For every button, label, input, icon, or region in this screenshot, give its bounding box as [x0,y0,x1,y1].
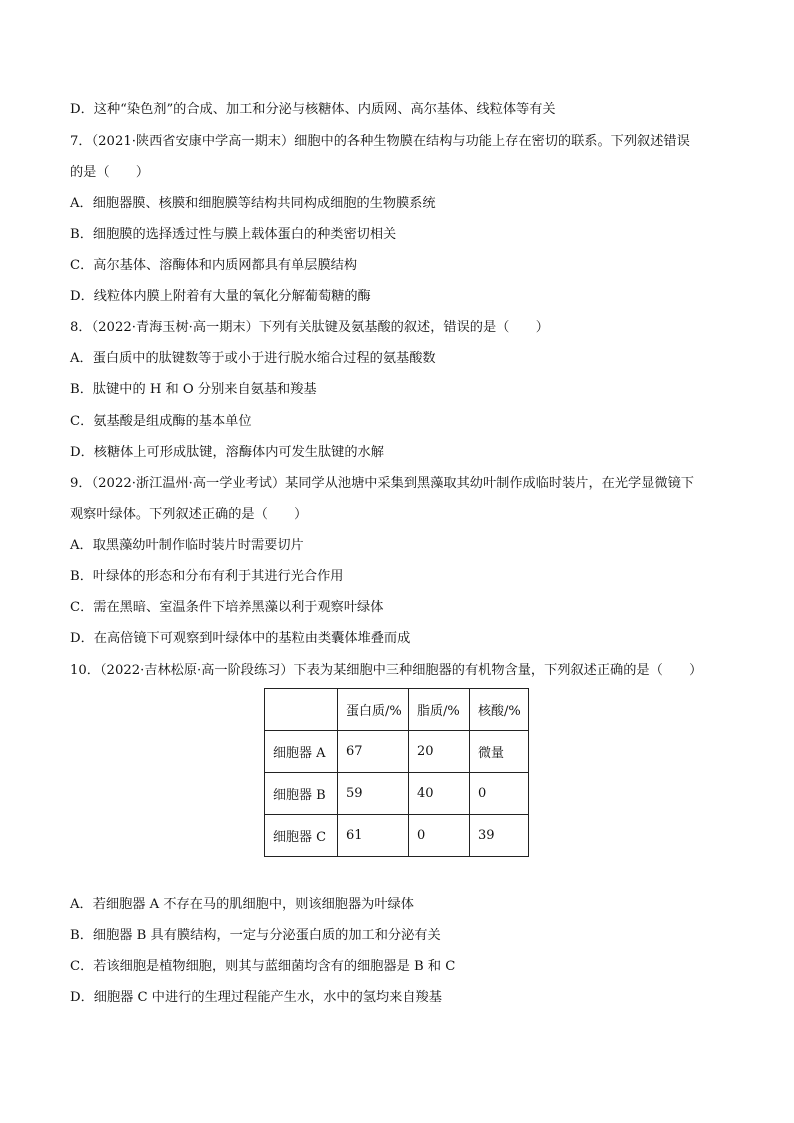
organelle-table [264,688,529,857]
table-cell: 细胞器 C [265,815,338,857]
q7-stem-line2: 的是（ ） [70,165,150,180]
q8-option-c: C．氨基酸是组成酶的基本单位 [70,414,252,429]
table-cell: 39 [470,815,529,857]
table-cell: 61 [338,815,409,857]
table-header-cell: 脂质/% [409,689,470,731]
q8-option-d: D．核糖体上可形成肽键，溶酶体内可发生肽键的水解 [70,445,384,460]
q7-option-d: D．线粒体内膜上附着有大量的氧化分解葡萄糖的酶 [70,289,371,304]
table-cell: 67 [338,731,409,773]
q8-option-a: A．蛋白质中的肽键数等于或小于进行脱水缩合过程的氨基酸数 [70,351,436,366]
q9-stem-line2: 观察叶绿体。下列叙述正确的是（ ） [70,507,308,522]
q9-stem-line1: 9．（2022·浙江温州·高一学业考试）某同学从池塘中采集到黑藻取其幼叶制作成临时装片，在光学显微镜下 [70,476,694,491]
table-cell: 微量 [470,731,529,773]
q10-stem: 10．（2022·吉林松原·高一阶段练习）下表为某细胞中三种细胞器的有机物含量，下列叙述正确的是（ ） [70,663,703,678]
table-header-row [265,689,529,731]
q7-option-a: A．细胞器膜、核膜和细胞膜等结构共同构成细胞的生物膜系统 [70,196,436,211]
table-row [265,773,529,815]
table-header-cell: 蛋白质/% [338,689,409,731]
q10-option-d: D．细胞器 C 中进行的生理过程能产生水，水中的氢均来自羧基 [70,990,442,1005]
table-cell: 细胞器 B [265,773,338,815]
table-cell: 20 [409,731,470,773]
q7-option-b: B．细胞膜的选择透过性与膜上载体蛋白的种类密切相关 [70,227,397,242]
table-cell: 0 [409,815,470,857]
table-header-cell [265,689,338,731]
table-header-cell: 核酸/% [470,689,529,731]
q10-option-c: C．若该细胞是植物细胞，则其与蓝细菌均含有的细胞器是 B 和 C [70,959,456,974]
q8-stem: 8．（2022·青海玉树·高一期末）下列有关肽键及氨基酸的叙述，错误的是（ ） [70,320,549,335]
q7-stem-line1: 7．（2021·陕西省安康中学高一期末）细胞中的各种生物膜在结构与功能上存在密切的联系。下列叙述错误 [70,134,690,149]
q9-option-b: B．叶绿体的形态和分布有利于其进行光合作用 [70,569,344,584]
q9-option-d: D．在高倍镜下可观察到叶绿体中的基粒由类囊体堆叠而成 [70,631,411,646]
q9-option-a: A．取黑藻幼叶制作临时装片时需要切片 [70,538,304,553]
q10-option-b: B．细胞器 B 具有膜结构，一定与分泌蛋白质的加工和分泌有关 [70,928,441,943]
table-cell: 40 [409,773,470,815]
table-cell: 细胞器 A [265,731,338,773]
q6-option-d: D．这种“染色剂”的合成、加工和分泌与核糖体、内质网、高尔基体、线粒体等有关 [70,102,556,117]
table-row [265,731,529,773]
q7-option-c: C．高尔基体、溶酶体和内质网都具有单层膜结构 [70,258,358,273]
q9-option-c: C．需在黑暗、室温条件下培养黑藻以利于观察叶绿体 [70,600,384,615]
q8-option-b: B．肽键中的 H 和 O 分别来自氨基和羧基 [70,382,317,397]
q10-option-a: A．若细胞器 A 不存在马的肌细胞中，则该细胞器为叶绿体 [70,897,414,912]
table-cell: 0 [470,773,529,815]
table-cell: 59 [338,773,409,815]
table-row [265,815,529,857]
